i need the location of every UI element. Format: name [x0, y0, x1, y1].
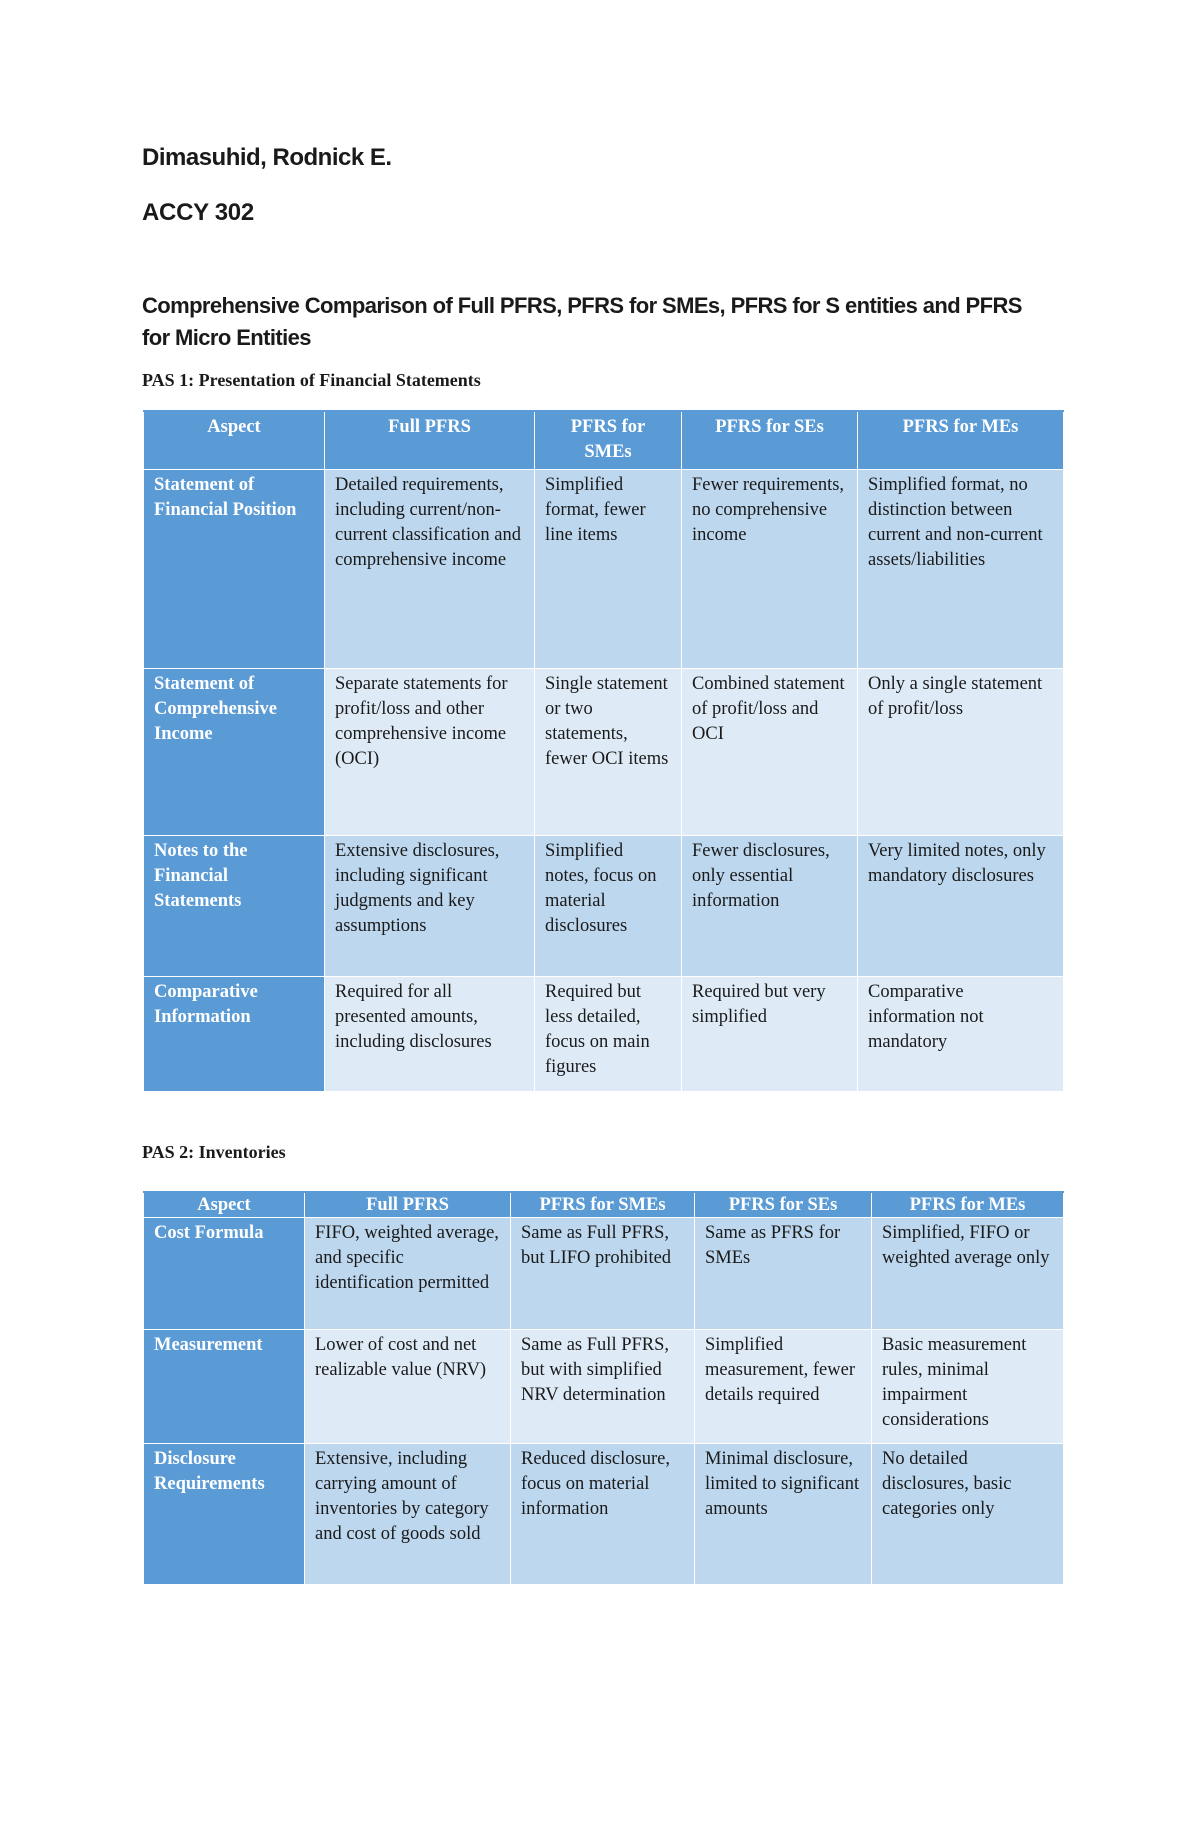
- cell-full-pfrs: Required for all presented amounts, including disclosures: [325, 977, 535, 1092]
- column-header-pfrs-mes: PFRS for MEs: [858, 411, 1064, 470]
- cell-pfrs-ses: Simplified measurement, fewer details required: [695, 1330, 872, 1444]
- course-code: ACCY 302: [142, 199, 254, 226]
- cell-pfrs-ses: Fewer disclosures, only essential information: [682, 836, 858, 977]
- row-aspect: Cost Formula: [144, 1218, 305, 1330]
- document-title: Comprehensive Comparison of Full PFRS, PFRS for SMEs, PFRS for S entities and PFRS for Micro Entities: [142, 293, 1022, 350]
- cell-pfrs-smes: Required but less detailed, focus on main figures: [535, 977, 682, 1092]
- table-row: [144, 977, 1064, 1092]
- cell-full-pfrs: Separate statements for profit/loss and other comprehensive income (OCI): [325, 669, 535, 836]
- row-aspect: Comparative Information: [144, 977, 325, 1092]
- cell-pfrs-mes: No detailed disclosures, basic categories only: [872, 1444, 1064, 1585]
- cell-full-pfrs: Detailed requirements, including current/non-current classification and comprehensive income: [325, 470, 535, 669]
- row-aspect: Measurement: [144, 1330, 305, 1444]
- column-header-full-pfrs: Full PFRS: [305, 1192, 511, 1218]
- cell-pfrs-ses: Minimal disclosure, limited to significant amounts: [695, 1444, 872, 1585]
- cell-pfrs-mes: Simplified format, no distinction between current and non-current assets/liabilities: [858, 470, 1064, 669]
- column-header-pfrs-smes: PFRS for SMEs: [535, 411, 682, 470]
- cell-pfrs-mes: Comparative information not mandatory: [858, 977, 1064, 1092]
- table-row: [144, 1218, 1064, 1330]
- table-row: [144, 669, 1064, 836]
- table-row: [144, 836, 1064, 977]
- column-header-aspect: Aspect: [144, 1192, 305, 1218]
- cell-pfrs-smes: Same as Full PFRS, but with simplified NRV determination: [511, 1330, 695, 1444]
- cell-pfrs-ses: Required but very simplified: [682, 977, 858, 1092]
- cell-full-pfrs: Extensive, including carrying amount of inventories by category and cost of goods sold: [305, 1444, 511, 1585]
- cell-pfrs-mes: Basic measurement rules, minimal impairment considerations: [872, 1330, 1064, 1444]
- cell-pfrs-smes: Simplified notes, focus on material disclosures: [535, 836, 682, 977]
- table-row: [144, 1330, 1064, 1444]
- cell-pfrs-mes: Simplified, FIFO or weighted average only: [872, 1218, 1064, 1330]
- column-header-pfrs-mes: PFRS for MEs: [872, 1192, 1064, 1218]
- cell-pfrs-ses: Fewer requirements, no comprehensive income: [682, 470, 858, 669]
- row-aspect: Statement of Comprehensive Income: [144, 669, 325, 836]
- cell-pfrs-mes: Very limited notes, only mandatory disclosures: [858, 836, 1064, 977]
- column-header-pfrs-ses: PFRS for SEs: [695, 1192, 872, 1218]
- cell-pfrs-ses: Same as PFRS for SMEs: [695, 1218, 872, 1330]
- column-header-pfrs-smes: PFRS for SMEs: [511, 1192, 695, 1218]
- cell-full-pfrs: Extensive disclosures, including significant judgments and key assumptions: [325, 836, 535, 977]
- column-header-full-pfrs: Full PFRS: [325, 411, 535, 470]
- pas2-table: [143, 1191, 1064, 1585]
- row-aspect: Disclosure Requirements: [144, 1444, 305, 1585]
- cell-pfrs-mes: Only a single statement of profit/loss: [858, 669, 1064, 836]
- table-header-row: [144, 411, 1064, 470]
- row-aspect: Statement of Financial Position: [144, 470, 325, 669]
- table-header-row: [144, 1192, 1064, 1218]
- column-header-aspect: Aspect: [144, 411, 325, 470]
- cell-pfrs-ses: Combined statement of profit/loss and OCI: [682, 669, 858, 836]
- row-aspect: Notes to the Financial Statements: [144, 836, 325, 977]
- cell-full-pfrs: Lower of cost and net realizable value (NRV): [305, 1330, 511, 1444]
- cell-full-pfrs: FIFO, weighted average, and specific identification permitted: [305, 1218, 511, 1330]
- cell-pfrs-smes: Single statement or two statements, fewer OCI items: [535, 669, 682, 836]
- pas1-heading: PAS 1: Presentation of Financial Statements: [142, 370, 481, 390]
- cell-pfrs-smes: Simplified format, fewer line items: [535, 470, 682, 669]
- cell-pfrs-smes: Same as Full PFRS, but LIFO prohibited: [511, 1218, 695, 1330]
- student-name: Dimasuhid, Rodnick E.: [142, 144, 392, 171]
- table-row: [144, 470, 1064, 669]
- pas2-heading: PAS 2: Inventories: [142, 1142, 286, 1162]
- cell-pfrs-smes: Reduced disclosure, focus on material information: [511, 1444, 695, 1585]
- pas1-table: [143, 410, 1064, 1092]
- table-row: [144, 1444, 1064, 1585]
- column-header-pfrs-ses: PFRS for SEs: [682, 411, 858, 470]
